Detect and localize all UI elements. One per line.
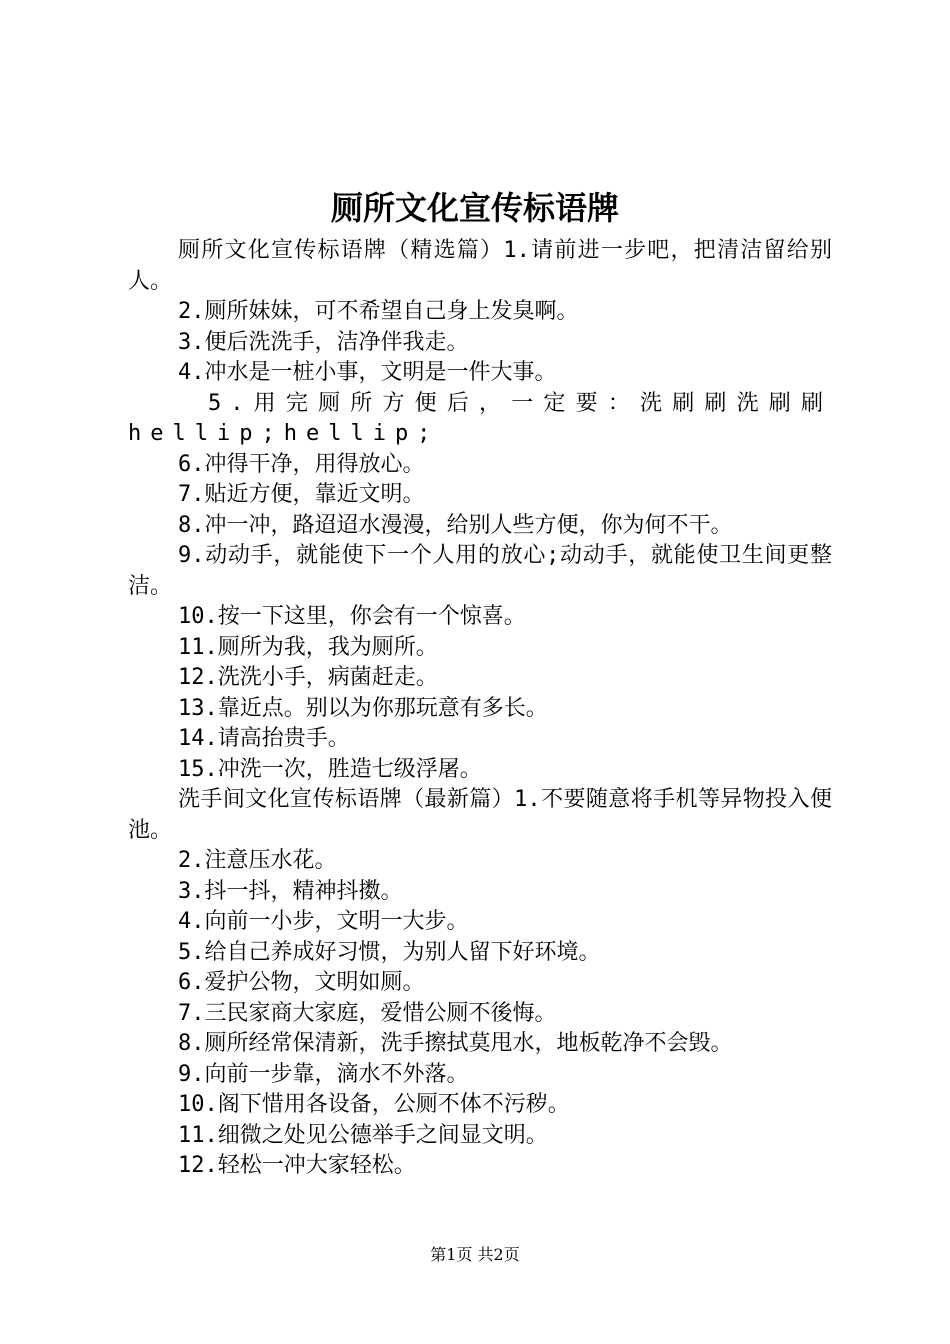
paragraph: 10.阁下惜用各设备，公厕不体不污秽。 (178, 1092, 570, 1117)
paragraph: 9.向前一步靠，滴水不外落。 (178, 1061, 469, 1087)
paragraph: 3.便后洗洗手，洁净伴我走。 (178, 329, 469, 355)
paragraph: 4.向前一小步，文明一大步。 (178, 909, 469, 934)
paragraph: 5.用完厕所方便后，一定要：洗刷刷洗刷刷hellip;hellip; (128, 390, 832, 446)
paragraph: 14.请高抬贵手。 (178, 726, 350, 751)
paragraph: 11.细微之处见公德举手之间显文明。 (178, 1122, 548, 1148)
paragraph: 9.动动手，就能使下一个人用的放心;动动手，就能使卫生间更整洁。 (128, 543, 832, 599)
paragraph: 10.按一下这里，你会有一个惊喜。 (178, 604, 526, 629)
paragraph: 6.爱护公物，文明如厕。 (178, 970, 425, 995)
paragraph: 7.三民家商大家庭，爱惜公厕不後悔。 (178, 1000, 557, 1026)
paragraph: 厕所文化宣传标语牌（精选篇）1.请前进一步吧，把清洁留给别人。 (128, 238, 832, 294)
paragraph: 8.厕所经常保清新，洗手擦拭莫甩水，地板乾净不会毁。 (178, 1031, 733, 1056)
paragraph: 13.靠近点。别以为你那玩意有多长。 (178, 695, 548, 721)
paragraph: 12.洗洗小手，病菌赶走。 (178, 665, 438, 690)
paragraph: 2.注意压水花。 (178, 848, 337, 873)
paragraph: 洗手间文化宣传标语牌（最新篇）1.不要随意将手机等异物投入便池。 (128, 787, 832, 843)
paragraph: 8.冲一冲，路迢迢水漫漫，给别人些方便，你为何不干。 (178, 512, 733, 538)
paragraph: 12.轻松一冲大家轻松。 (178, 1153, 416, 1178)
paragraph: 2.厕所妹妹，可不希望自己身上发臭啊。 (178, 299, 579, 324)
paragraph: 6.冲得干净，用得放心。 (178, 451, 425, 477)
paragraph: 3.抖一抖，精神抖擞。 (178, 878, 403, 904)
paragraph: 11.厕所为我，我为厕所。 (178, 634, 438, 660)
document-title: 厕所文化宣传标语牌 (330, 189, 619, 227)
paragraph: 4.冲水是一桩小事，文明是一件大事。 (178, 360, 557, 385)
paragraph: 7.贴近方便，靠近文明。 (178, 482, 425, 507)
page-number-footer: 第1页 共2页 (430, 1245, 520, 1264)
paragraph: 15.冲洗一次，胜造七级浮屠。 (178, 756, 482, 782)
paragraph: 5.给自己养成好习惯，为别人留下好环境。 (178, 939, 601, 965)
document-body (128, 236, 832, 1182)
